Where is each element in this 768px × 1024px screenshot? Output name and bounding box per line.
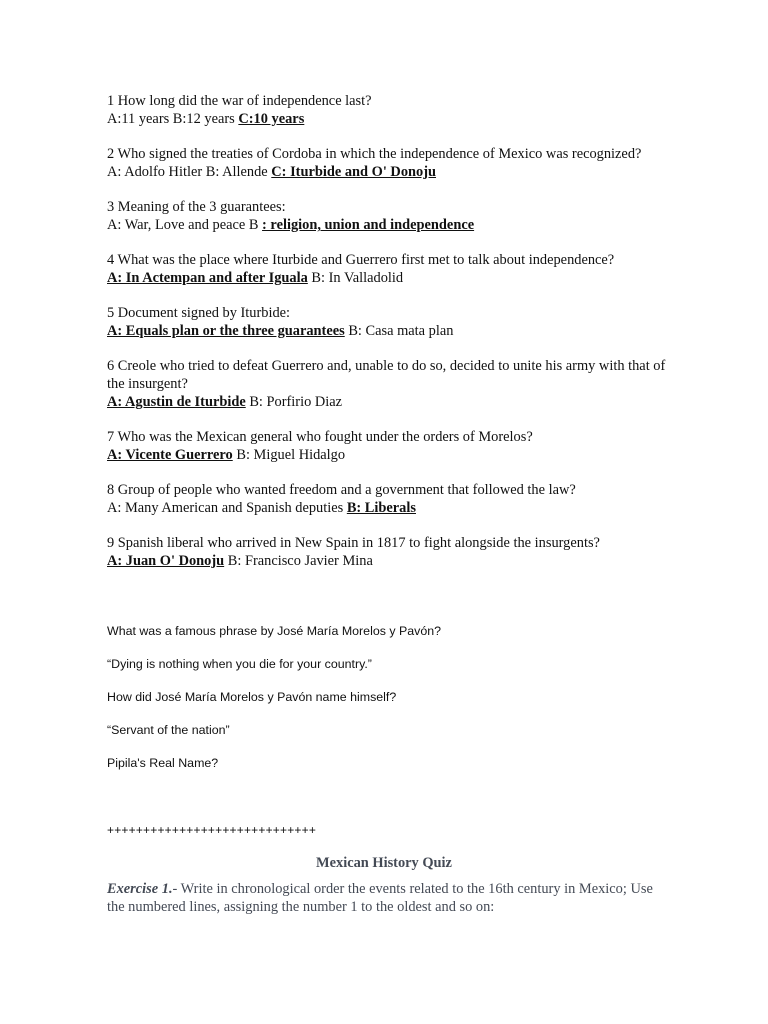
correct-answer: B: Liberals: [346, 500, 416, 516]
answer-line: [107, 499, 667, 517]
answer-options: B: Miguel Hidalgo: [232, 447, 346, 463]
answer-line: [107, 322, 667, 340]
question-text: 6 Creole who tried to defeat Guerrero and, unable to do so, decided to unite his army with that of the insurgent?: [107, 358, 666, 392]
question-text: 5 Document signed by Iturbide:: [107, 305, 291, 321]
question-item: [107, 534, 667, 570]
question-text: 9 Spanish liberal who arrived in New Spain in 1817 to fight alongside the insurgents?: [107, 535, 600, 551]
question-item: [107, 481, 667, 517]
separator-line: +++++++++++++++++++++++++++++: [107, 823, 317, 837]
correct-answer: A: Equals plan or the three guarantees: [107, 323, 345, 339]
exercise-label: Exercise 1.: [107, 881, 173, 897]
answer-line: [107, 269, 667, 287]
correct-answer: C: Iturbide and O' Donoju: [271, 164, 437, 180]
question-text: 8 Group of people who wanted freedom and a government that followed the law?: [107, 482, 576, 498]
question-item: [107, 251, 667, 287]
answer-options: A: Adolfo Hitler B: Allende: [107, 164, 272, 180]
answer-line: [107, 110, 667, 128]
question-text: 1 How long did the war of independence last?: [107, 93, 372, 109]
answer-line: [107, 163, 667, 181]
correct-answer: : religion, union and independence: [262, 217, 475, 233]
extra-line: How did José María Morelos y Pavón name himself?: [107, 690, 397, 704]
extra-line: What was a famous phrase by José María Morelos y Pavón?: [107, 624, 442, 638]
answer-line: [107, 446, 667, 464]
answer-options: B: Francisco Javier Mina: [224, 553, 373, 569]
correct-answer: A: Juan O' Donoju: [107, 553, 225, 569]
question-item: [107, 92, 667, 128]
answer-line: [107, 393, 667, 411]
question-item: [107, 428, 667, 464]
quiz-title: Mexican History Quiz: [316, 855, 452, 871]
answer-options: B: In Valladolid: [307, 270, 404, 286]
exercise-text: - Write in chronological order the events related to the 16th century in Mexico; Use the numbered lines, assigning the number 1 to the oldest and so on:: [107, 881, 653, 915]
question-item: [107, 198, 667, 234]
question-item: [107, 304, 667, 340]
exercise-instructions: [107, 880, 667, 916]
answer-line: [107, 216, 667, 234]
question-list: [107, 92, 667, 587]
correct-answer: A: In Actempan and after Iguala: [107, 270, 308, 286]
answer-options: B: Casa mata plan: [344, 323, 454, 339]
answer-options: A:11 years B:12 years: [107, 111, 239, 127]
correct-answer: C:10 years: [238, 111, 305, 127]
question-text: 4 What was the place where Iturbide and Guerrero first met to talk about independence?: [107, 252, 615, 268]
extra-line: Pipila's Real Name?: [107, 756, 219, 770]
question-text: 2 Who signed the treaties of Cordoba in which the independence of Mexico was recognized?: [107, 146, 642, 162]
correct-answer: A: Vicente Guerrero: [107, 447, 233, 463]
question-item: [107, 357, 667, 411]
extra-line: “Dying is nothing when you die for your country.”: [107, 657, 372, 671]
correct-answer: A: Agustin de Iturbide: [107, 394, 246, 410]
question-text: 3 Meaning of the 3 guarantees:: [107, 199, 286, 215]
question-item: [107, 145, 667, 181]
answer-options: A: Many American and Spanish deputies: [107, 500, 347, 516]
answer-line: [107, 552, 667, 570]
answer-options: A: War, Love and peace B: [107, 217, 263, 233]
question-text: 7 Who was the Mexican general who fought under the orders of Morelos?: [107, 429, 533, 445]
extra-questions: [107, 624, 441, 789]
extra-line: “Servant of the nation”: [107, 723, 230, 737]
answer-options: B: Porfirio Diaz: [245, 394, 343, 410]
